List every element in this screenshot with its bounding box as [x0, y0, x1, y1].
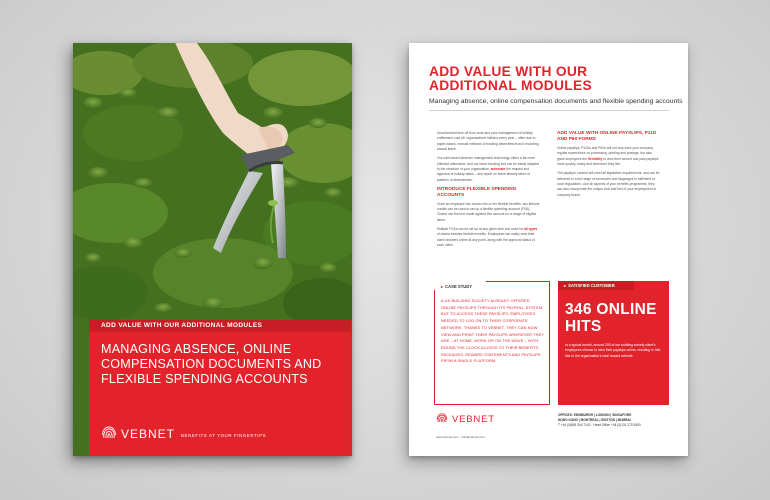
paragraph: Multiple FSAs can be set up at any given time and used for all types of claims besides flexible benefits. Employees can easily view their claim histories online at any point, along with the approval status of each claim.	[437, 226, 538, 247]
paragraph: The payslips' content will meet all legislative requirements, and can be delivered in a full range of currencies and languages in fulfilment of local regulations. Like all aspects of your benefits programme, they can also incorporate the unique look and feel of your employment or company brand.	[557, 171, 660, 197]
page-subtitle: Managing absence, online compensation documents and flexible spending accounts	[429, 98, 683, 105]
body-column-right	[557, 131, 660, 202]
fingerprint-icon	[101, 426, 117, 442]
paragraph: Unauthorised time off from work and poor management of holiday entitlement cost UK organisations millions every year – often due to paper-based, manual methods of tracking absenteeism and recording annual leave.	[437, 131, 539, 152]
satisfied-customer-label: ▸ SATISFIED CUSTOMER	[564, 283, 615, 288]
case-study-label: ▸ CASE STUDY	[441, 284, 473, 289]
case-study-body: A UK BUILDING SOCIETY ALREADY OFFERED ONLINE PAYSLIPS THROUGH ITS PAYROLL SYSTEM. BUT TO ACCESS THESE PAYSLIPS, EMPLOYEES NEEDED TO LOG ON TO THEIR CORPORATE NETWORK. THANKS TO VEBNET, THEY CAN NOW VIEW AND PRINT THEIR PAYSLIPS WHEREVER THEY ARE – AT HOME, WORK OR ON THE MOVE – WITH ROUND THE CLOCK ACCESS TO THEIR BENEFITS PACKAGES, REWARD STATEMENTS AND PAYSLIPS FROM A SINGLE PLATFORM.	[441, 298, 544, 364]
stat-figure: 346 ONLINE HITS	[565, 301, 657, 335]
section-heading: ADD VALUE WITH ONLINE PAYSLIPS, P11D AND P60 FORMS	[557, 131, 657, 142]
cover-logo	[101, 424, 266, 444]
brochure-cover	[73, 43, 352, 456]
satisfied-customer-box	[558, 281, 669, 405]
cover-headline: MANAGING ABSENCE, ONLINE COMPENSATION DOCUMENTS AND FLEXIBLE SPENDING ACCOUNTS	[101, 342, 322, 386]
cover-tagline: BENEFITS AT YOUR FINGERTIPS	[181, 432, 267, 438]
cover-logo-text: VEBNET	[121, 427, 176, 441]
cover-red-panel	[89, 320, 351, 456]
page-title: ADD VALUE WITH OUR ADDITIONAL MODULES	[429, 64, 593, 93]
chevron-right-icon: ▸	[441, 284, 444, 289]
fingerprint-icon	[436, 413, 448, 425]
chevron-right-icon: ▸	[564, 283, 567, 288]
brochure-back-page	[409, 43, 688, 456]
footer-logo-text: VEBNET	[452, 413, 495, 425]
section-heading: INTRODUCE FLEXIBLE SPENDING ACCOUNTS	[437, 186, 517, 198]
paragraph: Online payslips, P11Ds and P60s will not only save your company regular expenditure on processing, printing and postage, but also gives employees the flexibility to view their current and past payslips more quickly, easily and whenever they like.	[557, 146, 659, 167]
paragraph: Our web-based absence management technology offers a far more effective alternative. And our leave tracking tool can be easily adapted to the structure of your organisation, automate the request and approval of holiday dates – and report on leave already taken or patterns of absenteeism.	[437, 156, 540, 182]
stat-description: In a typical month, around 200 of our building society client's employees choose to view their payslips online, resulting in 346 hits to the organisation's total reward website.	[565, 343, 661, 358]
cover-eyebrow: ADD VALUE WITH OUR ADDITIONAL MODULES	[101, 322, 263, 329]
footer-logo	[436, 413, 495, 425]
body-column-left	[437, 131, 540, 252]
paragraph: Once an employee has chosen his or her flexible benefits, any leftover credits can be used to set up a flexible spending account (FSA). Claims can then be made against this account for a range of eligible items.	[437, 201, 540, 222]
contact-line: www.vebnet.com · info@vebnet.com	[436, 435, 485, 439]
title-divider	[429, 110, 669, 111]
offices-list: OFFICES: EDINBURGH | LONDON | SINGAPORE HONG KONG | MONTREAL | BOSTON | MUMBAI T +44 (0)845 304 7142 · Head Office +44 (0)131 270 5500	[558, 413, 641, 427]
case-study-box	[434, 281, 550, 405]
